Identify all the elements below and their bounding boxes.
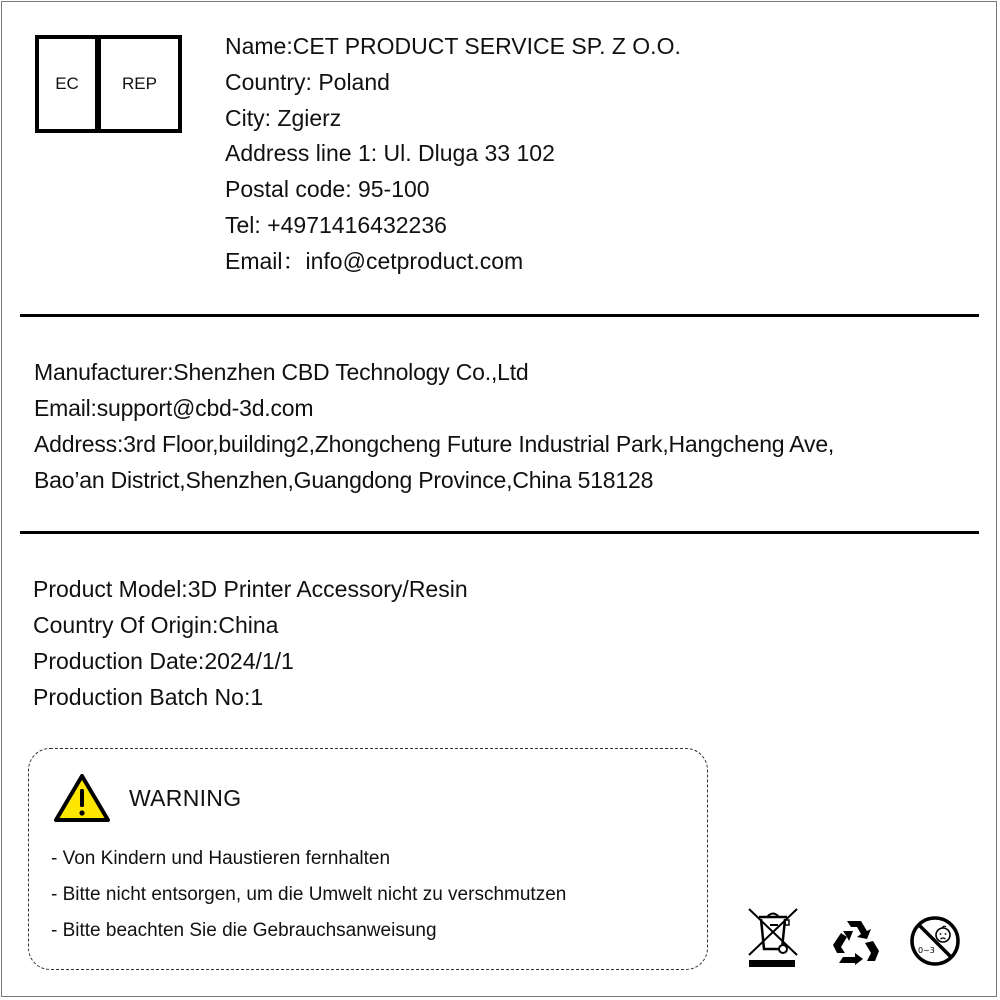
warning-title: WARNING [129,784,242,811]
rep-city: City: Zgierz [225,104,342,131]
manufacturer-name: Manufacturer:Shenzhen CBD Technology Co.,Ltd [34,359,529,385]
manufacturer-info [34,354,834,498]
rep-country: Country: Poland [225,68,390,95]
manufacturer-email: Email:support@cbd-3d.com [34,395,314,421]
rep-address: Address line 1: Ul. Dluga 33 102 [225,140,555,167]
compliance-symbols [745,905,965,975]
rep-name: Name:CET PRODUCT SERVICE SP. Z O.O. [225,33,681,59]
representative-info [225,29,681,280]
warning-box [28,748,708,970]
age-label: 0~3 [918,946,935,955]
country-of-origin: Country Of Origin:China [33,612,279,638]
rep-postal-code: Postal code: 95-100 [225,176,430,203]
product-info [33,571,468,715]
divider [20,531,979,534]
crossed-out-wheelie-bin-icon [745,905,801,969]
warning-item: - Bitte beachten Sie die Gebrauchsanweisung [51,920,437,941]
product-model: Product Model:3D Printer Accessory/Resin [33,576,468,602]
ec-rep-right: REP [122,74,157,93]
ec-rep-symbol [35,35,182,133]
not-for-children-0-3-icon [909,915,961,967]
manufacturer-address-1: Address:3rd Floor,building2,Zhongcheng Future Industrial Park,Hangcheng Ave, [34,431,835,457]
warning-item: - Von Kindern und Haustieren fernhalten [51,848,391,869]
warning-triangle-icon [53,773,111,823]
production-date: Production Date:2024/1/1 [33,648,294,674]
recycle-icon [829,919,881,965]
ec-rep-left: EC [39,39,101,129]
warning-list [51,841,566,949]
manufacturer-address-2: Bao’an District,Shenzhen,Guangdong Province,China 518128 [34,467,654,493]
warning-item: - Bitte nicht entsorgen, um die Umwelt nicht zu verschmutzen [51,884,567,905]
production-batch: Production Batch No:1 [33,684,264,710]
warning-header [53,773,241,823]
rep-email: Email：info@cetproduct.com [225,247,524,274]
divider [20,314,979,317]
rep-tel: Tel: +4971416432236 [225,211,447,238]
